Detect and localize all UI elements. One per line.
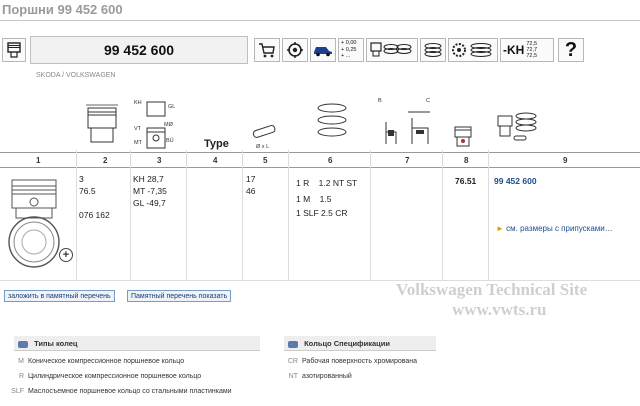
column-divider	[288, 150, 289, 280]
b-header-label: B	[378, 98, 382, 104]
column-divider	[242, 150, 243, 280]
tolerance-values-icon[interactable]	[338, 38, 364, 62]
column-number: 4	[213, 156, 218, 165]
comment-icon	[18, 341, 28, 348]
kh-header-label: KH	[134, 100, 142, 106]
mt-header-label: MT	[134, 140, 142, 146]
legend-text: Цилиндрическое компрессионное поршневое кольцо	[28, 373, 202, 380]
part-number-link[interactable]: 99 452 600	[494, 176, 537, 186]
col8-piston-image	[452, 124, 474, 152]
column-divider	[370, 150, 371, 280]
vt-header-label: VT	[134, 126, 142, 132]
legend-item	[2, 388, 232, 395]
legend-code: R	[18, 373, 24, 380]
col5-line: 17	[246, 174, 256, 184]
legend-item	[276, 373, 352, 380]
legend-text: Коническое компрессионное поршневое кольцо	[28, 358, 185, 365]
gl-header-label: GL	[168, 104, 176, 110]
col5-line: 46	[246, 186, 256, 196]
comment-icon	[288, 341, 298, 348]
col9-kit-image	[496, 108, 540, 150]
watermark-line2: www.vwts.ru	[452, 300, 547, 319]
col3-dimension-image	[134, 98, 186, 154]
col8-diameter: 76.51	[455, 176, 477, 186]
kh-value: 72,5	[526, 53, 538, 59]
col6-line: 1 M 1.5	[296, 194, 332, 204]
ring-spec-header	[284, 336, 436, 351]
column-number: 6	[328, 156, 333, 165]
column-divider	[488, 150, 489, 280]
col6-rings-image	[312, 100, 352, 146]
piston-icon[interactable]	[2, 38, 26, 62]
col3-line: GL -49,7	[133, 198, 166, 208]
arrow-icon: ►	[496, 224, 504, 233]
column-number: 2	[103, 156, 108, 165]
ring-types-header	[14, 336, 260, 351]
mo-header-label: MØ	[164, 122, 173, 128]
car-icon[interactable]	[310, 38, 336, 62]
watermark-line1: Volkswagen Technical Site	[396, 280, 588, 299]
col2-line: 76.5	[79, 186, 96, 196]
column-number: 1	[36, 156, 41, 165]
dxl-header-label: Ø x L	[256, 144, 270, 150]
col2-line: 076 162	[79, 210, 110, 220]
rings-set-icon[interactable]	[420, 38, 446, 62]
col2-line: 3	[79, 174, 84, 184]
col7-groove-image	[378, 98, 436, 152]
column-number-bar	[0, 152, 640, 168]
legend-text: Рабочая поверхность хромирована	[302, 358, 418, 365]
column-number: 8	[464, 156, 469, 165]
type-header: Type	[204, 138, 229, 150]
column-number: 9	[563, 156, 568, 165]
legend-text: азотированный	[302, 373, 352, 380]
cart-icon[interactable]	[254, 38, 280, 62]
kh-value: 72,7	[526, 47, 538, 53]
kh-label: -KH	[503, 43, 525, 57]
more-sizes-link[interactable]	[496, 224, 613, 233]
tolerance-value: + 0,25	[341, 46, 357, 53]
col3-line: MT -7,35	[133, 186, 167, 196]
legend-code: M	[18, 358, 24, 365]
piston-rings-icon[interactable]	[366, 38, 418, 62]
legend-item	[2, 373, 201, 380]
col2-piston-image	[82, 102, 122, 150]
help-icon[interactable]: ?	[558, 38, 584, 62]
kh-value: 72,5	[526, 41, 538, 47]
tolerance-value: + 0,00	[341, 40, 357, 47]
ring-types-title: Типы колец	[34, 339, 78, 348]
legend-text: Маслосъемное поршневое кольцо со стальными пластинками	[28, 388, 232, 395]
legend-code: CR	[287, 358, 298, 365]
ring-spec-title: Кольцо Спецификации	[304, 339, 390, 348]
kh-filter-icon[interactable]	[500, 38, 554, 62]
column-number: 3	[157, 156, 162, 165]
column-divider	[186, 150, 187, 280]
bu-header-label: BÜ	[166, 138, 174, 144]
tolerance-value: + ...	[341, 53, 351, 60]
legend-code: SLF	[11, 388, 24, 395]
legend-code: NT	[288, 373, 298, 380]
add-to-memo-button[interactable]: заложить в памятный перечень	[4, 290, 115, 302]
c-header-label: C	[426, 98, 430, 104]
column-number: 7	[405, 156, 410, 165]
legend-item	[276, 358, 417, 365]
column-divider	[130, 150, 131, 280]
brand-label: SKODA / VOLKSWAGEN	[36, 72, 116, 79]
col6-line: 1 SLF 2.5 CR	[296, 208, 348, 218]
show-memo-button[interactable]: Памятный перечень показать	[127, 290, 231, 302]
column-number: 5	[263, 156, 268, 165]
legend-item	[2, 358, 184, 365]
page-title: Поршни 99 452 600	[2, 2, 123, 17]
column-divider	[76, 150, 77, 280]
col6-line: 1 R 1.2 NT ST	[296, 178, 358, 188]
gear-rings-icon[interactable]	[448, 38, 498, 62]
col3-line: KH 28,7	[133, 174, 164, 184]
title-divider	[0, 20, 640, 21]
kh-values	[526, 41, 537, 59]
engine-icon[interactable]	[282, 38, 308, 62]
more-sizes-label: см. размеры с припусками…	[506, 224, 613, 233]
column-divider	[442, 150, 443, 280]
part-number-display: 99 452 600	[30, 36, 248, 64]
col5-pin-image	[250, 122, 284, 150]
zoom-in-icon[interactable]: +	[59, 248, 73, 262]
